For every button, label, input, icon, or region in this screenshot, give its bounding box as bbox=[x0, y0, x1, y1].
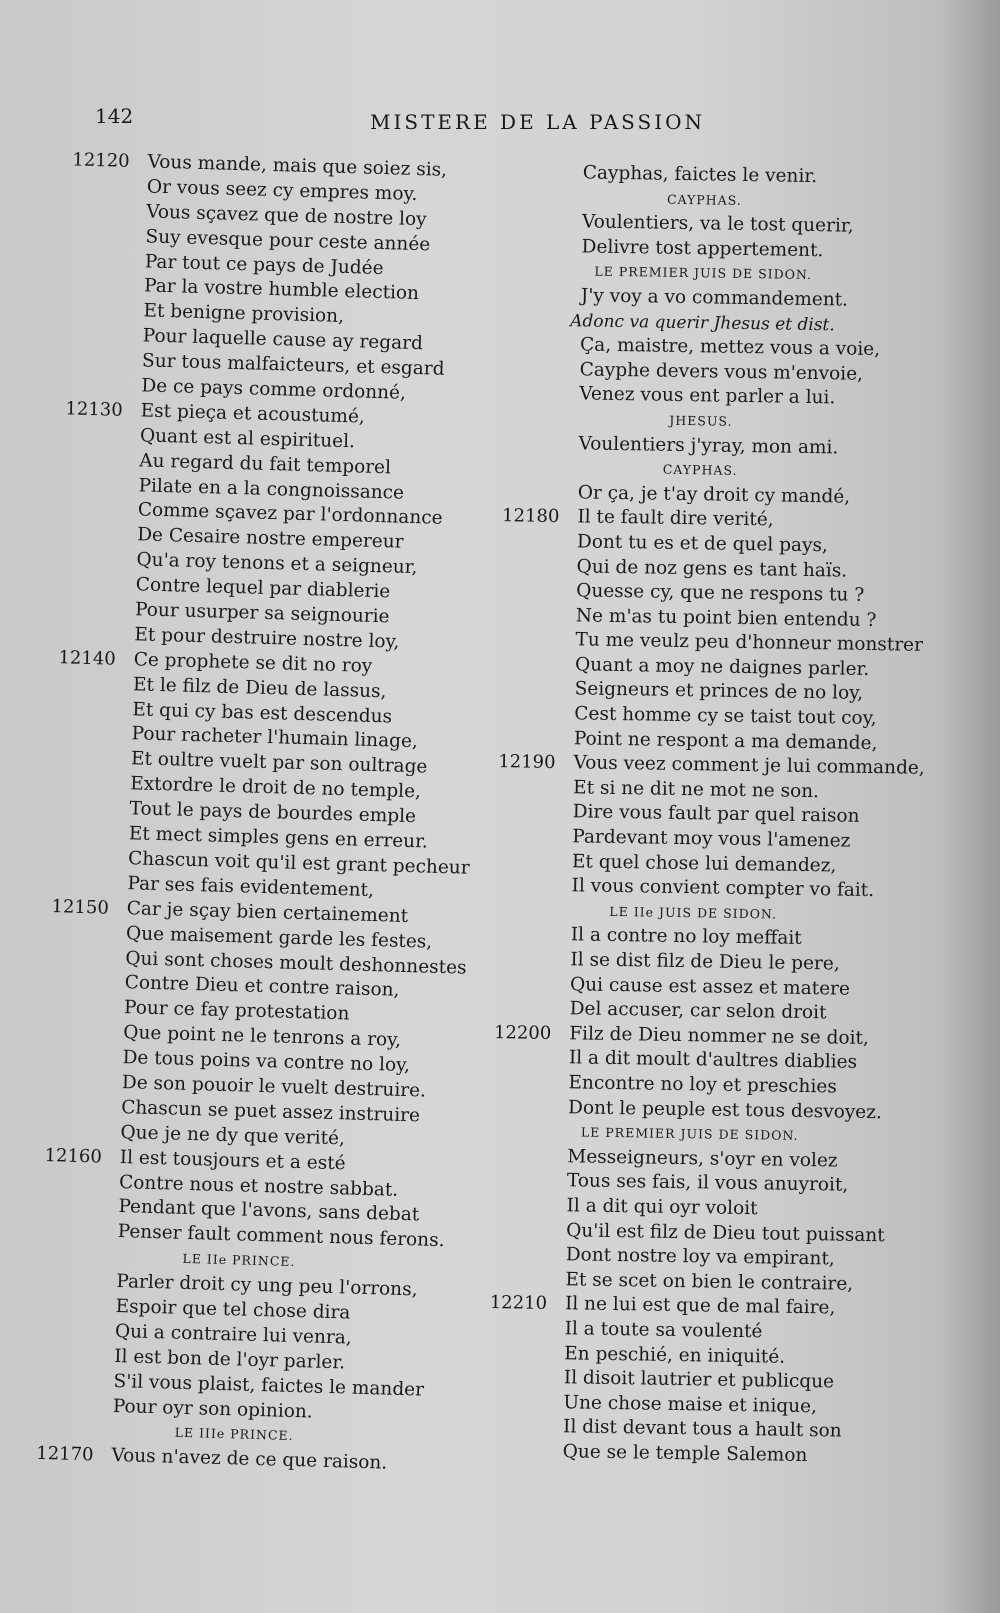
verse-text: Que se le temple Salemon bbox=[562, 1441, 808, 1466]
verse-text: Et pour destruire nostre loy, bbox=[134, 624, 400, 653]
verse-text: Cayphe devers vous m'envoie, bbox=[579, 359, 864, 385]
page-edge-shadow bbox=[940, 0, 1000, 1613]
verse-text: Voulentiers j'yray, mon ami. bbox=[578, 432, 839, 458]
verse-text: Il disoit lautrier et publicque bbox=[563, 1367, 835, 1393]
verse-text: J'y voy a vo commandement. bbox=[580, 285, 849, 311]
verse-text: Dire vous fault par quel raison bbox=[572, 801, 860, 828]
verse-text: Quant est al espirituel. bbox=[139, 425, 356, 453]
verse-text: Tout le pays de bourdes emple bbox=[129, 798, 417, 828]
verse-text: Messeigneurs, s'oyr en volez bbox=[567, 1146, 838, 1172]
verse-text: Quant a moy ne daignes parler. bbox=[574, 654, 870, 680]
line-number: 12140 bbox=[58, 646, 117, 670]
verse-text: Il a contre no loy meffait bbox=[570, 924, 802, 950]
verse-text: Pendant que l'avons, sans debat bbox=[118, 1196, 420, 1226]
verse-text: Ça, maistre, mettez vous a voie, bbox=[579, 334, 881, 361]
verse-text: Chascun voit qu'il est grant pecheur bbox=[127, 848, 470, 879]
line-number: 12120 bbox=[72, 149, 130, 172]
verse-text: Ce prophete se dit no roy bbox=[133, 649, 373, 677]
verse-text: Comme sçavez par l'ordonnance bbox=[137, 499, 443, 530]
line-number: 12130 bbox=[65, 398, 123, 421]
page-number: 142 bbox=[95, 104, 134, 128]
verse-text: De son pouoir le vuelt destruire. bbox=[121, 1072, 427, 1102]
verse-text: Encontre no loy et preschies bbox=[568, 1072, 837, 1098]
verse-text: De tous poins va contre no loy, bbox=[122, 1047, 411, 1077]
speaker-name: LE PREMIER JUIS DE SIDON. bbox=[580, 1124, 799, 1144]
verse-text: Qui a contraire lui venra, bbox=[114, 1320, 352, 1349]
verse-text: Vous veez comment je lui commande, bbox=[573, 752, 925, 780]
left-verse-column bbox=[23, 148, 480, 1478]
line-number: 12170 bbox=[35, 1443, 94, 1466]
verse-text: Il a dit qui oyr voloit bbox=[566, 1195, 758, 1220]
verse-text: En peschié, en iniquité. bbox=[564, 1342, 786, 1368]
verse-text: Il est bon de l'oyr parler. bbox=[113, 1345, 346, 1374]
verse-text: Qui cause est assez et matere bbox=[569, 973, 851, 1000]
verse-text: Ne m'as tu point bien entendu ? bbox=[575, 605, 877, 631]
verse-text: Et benigne provision, bbox=[143, 300, 345, 328]
verse-text: Vous mande, mais que soiez sis, bbox=[147, 151, 448, 181]
verse-text: Sur tous malfaicteurs, et esgard bbox=[141, 350, 445, 380]
verse-text: Qui sont choses moult deshonnestes bbox=[125, 947, 467, 979]
right-verse-column bbox=[475, 160, 925, 1470]
verse-text: Qui de noz gens es tant haïs. bbox=[576, 555, 848, 582]
verse-text: S'il vous plaist, faictes le mander bbox=[113, 1370, 425, 1401]
verse-text: Point ne respont a ma demande, bbox=[573, 727, 878, 754]
speaker-name: LE IIe PRINCE. bbox=[182, 1251, 296, 1270]
verse-text: Voulentiers, va le tost querir, bbox=[581, 211, 854, 237]
verse-text: Or vous seez cy empres moy. bbox=[146, 176, 418, 205]
page-header bbox=[95, 104, 715, 134]
verse-text: Pour laquelle cause ay regard bbox=[142, 325, 424, 355]
verse-text: Il ne lui est que de mal faire, bbox=[564, 1293, 836, 1319]
stage-direction-text: Adonc va querir Jhesus et dist. bbox=[570, 310, 835, 335]
verse-text: Une chose maise et inique, bbox=[563, 1391, 818, 1417]
verse-text: Il a toute sa voulenté bbox=[564, 1318, 763, 1343]
speaker-name: JHESUS. bbox=[669, 412, 733, 429]
verse-text: Cayphas, faictes le venir. bbox=[582, 162, 818, 188]
verse-text: De Cesaire nostre empereur bbox=[136, 524, 404, 554]
verse-text: Suy evesque pour ceste année bbox=[145, 226, 431, 256]
verse-text: Et le filz de Dieu de lassus, bbox=[132, 673, 387, 703]
line-number: 12200 bbox=[493, 1021, 552, 1044]
verse-text: Pour ce fay protestation bbox=[123, 997, 350, 1025]
verse-text: Contre nous et nostre sabbat. bbox=[118, 1171, 399, 1201]
speaker-name: LE IIIe PRINCE. bbox=[174, 1425, 294, 1444]
verse-text: Il a dit moult d'aultres diablies bbox=[568, 1047, 858, 1074]
verse-text: Il vous convient compter vo fait. bbox=[571, 875, 875, 902]
verse-text: Pardevant moy vous l'amenez bbox=[572, 826, 851, 852]
verse-text: Et oultre vuelt par son oultrage bbox=[130, 748, 428, 778]
line-number: 12160 bbox=[44, 1144, 103, 1168]
verse-text: De ce pays comme ordonné, bbox=[141, 375, 407, 404]
verse-text: Il est tousjours et a esté bbox=[119, 1146, 346, 1174]
verse-text: Pour usurper sa seignourie bbox=[134, 599, 390, 628]
verse-text: Dont nostre loy va empirant, bbox=[565, 1244, 835, 1270]
verse-text: Chascun se puet assez instruire bbox=[120, 1096, 421, 1127]
verse-text: Delivre tost appertement. bbox=[581, 236, 824, 261]
verse-text: Vous n'avez de ce que raison. bbox=[111, 1445, 388, 1474]
verse-text: Penser fault comment nous ferons. bbox=[117, 1221, 445, 1252]
verse-text: Seigneurs et princes de no loy, bbox=[574, 678, 864, 705]
line-number: 12150 bbox=[51, 895, 110, 919]
line-number: 12190 bbox=[498, 751, 556, 774]
verse-text: Or ça, je t'ay droit cy mandé, bbox=[577, 482, 851, 508]
verse-text: Dont le peuple est tous desvoyez. bbox=[567, 1096, 883, 1123]
verse-text: Contre Dieu et contre raison, bbox=[124, 972, 400, 1002]
verse-text: Il se dist filz de Dieu le pere, bbox=[570, 949, 840, 975]
verse-text: Au regard du fait temporel bbox=[139, 450, 392, 479]
verse-text: Il dist devant tous a hault son bbox=[562, 1416, 842, 1442]
verse-text: Pour racheter l'humain linage, bbox=[131, 723, 419, 753]
verse-text: Pour oyr son opinion. bbox=[112, 1395, 314, 1423]
running-title: MISTERE DE LA PASSION bbox=[370, 110, 706, 134]
verse-text: Et si ne dit ne mot ne son. bbox=[572, 777, 820, 803]
verse-text: Et se scet on bien le contraire, bbox=[565, 1268, 854, 1295]
speaker-name: CAYPHAS. bbox=[666, 191, 742, 208]
verse-text: Tu me veulz peu d'honneur monstrer bbox=[575, 629, 924, 657]
verse-text: Dont tu es et de quel pays, bbox=[576, 531, 829, 557]
verse-text: Il te fault dire verité, bbox=[577, 506, 774, 531]
verse-text: Que maisement garde les festes, bbox=[125, 922, 433, 953]
speaker-name: CAYPHAS. bbox=[662, 461, 738, 478]
line-number: 12180 bbox=[501, 505, 560, 528]
speaker-name: LE IIe JUIS DE SIDON. bbox=[609, 903, 778, 922]
verse-text: Quesse cy, que ne respons tu ? bbox=[576, 580, 865, 606]
verse-text: Est pieça et acoustumé, bbox=[140, 400, 366, 428]
verse-text: Vous sçavez que de nostre loy bbox=[145, 201, 427, 231]
verse-text: Espoir que tel chose dira bbox=[115, 1295, 351, 1324]
verse-text: Extordre le droit de no temple, bbox=[129, 773, 422, 803]
verse-text: Que je ne dy que verité, bbox=[120, 1121, 346, 1150]
verse-line bbox=[475, 1439, 895, 1470]
verse-text: Filz de Dieu nommer ne se doit, bbox=[569, 1023, 869, 1049]
verse-text: Cest homme cy se taist tout coy, bbox=[574, 703, 877, 730]
speaker-name: LE PREMIER JUIS DE SIDON. bbox=[594, 263, 813, 283]
verse-text: Qu'il est filz de Dieu tout puissant bbox=[566, 1219, 885, 1246]
verse-text: Par tout ce pays de Judée bbox=[144, 250, 384, 279]
line-number: 12210 bbox=[489, 1292, 548, 1315]
verse-text: Que point ne le tenrons a roy, bbox=[123, 1022, 402, 1052]
verse-text: Qu'a roy tenons et a seigneur, bbox=[136, 549, 418, 579]
verse-text: Parler droit cy ung peu l'orrons, bbox=[116, 1271, 418, 1301]
verse-text: Contre lequel par diablerie bbox=[135, 574, 391, 603]
verse-text: Par ses fais evidentement, bbox=[127, 873, 375, 901]
verse-text: Et quel chose lui demandez, bbox=[571, 850, 837, 877]
verse-text: Del accuser, car selon droit bbox=[569, 998, 827, 1024]
verse-text: Tous ses fais, il vous anuyroit, bbox=[566, 1170, 849, 1197]
verse-text: Pilate en a la congnoissance bbox=[138, 474, 405, 504]
verse-text: Car je sçay bien certainement bbox=[126, 897, 409, 927]
verse-text: Et qui cy bas est descendus bbox=[132, 698, 393, 728]
verse-text: Et mect simples gens en erreur. bbox=[128, 823, 429, 853]
verse-text: Par la vostre humble election bbox=[143, 275, 420, 305]
verse-text: Venez vous ent parler a lui. bbox=[579, 383, 836, 409]
